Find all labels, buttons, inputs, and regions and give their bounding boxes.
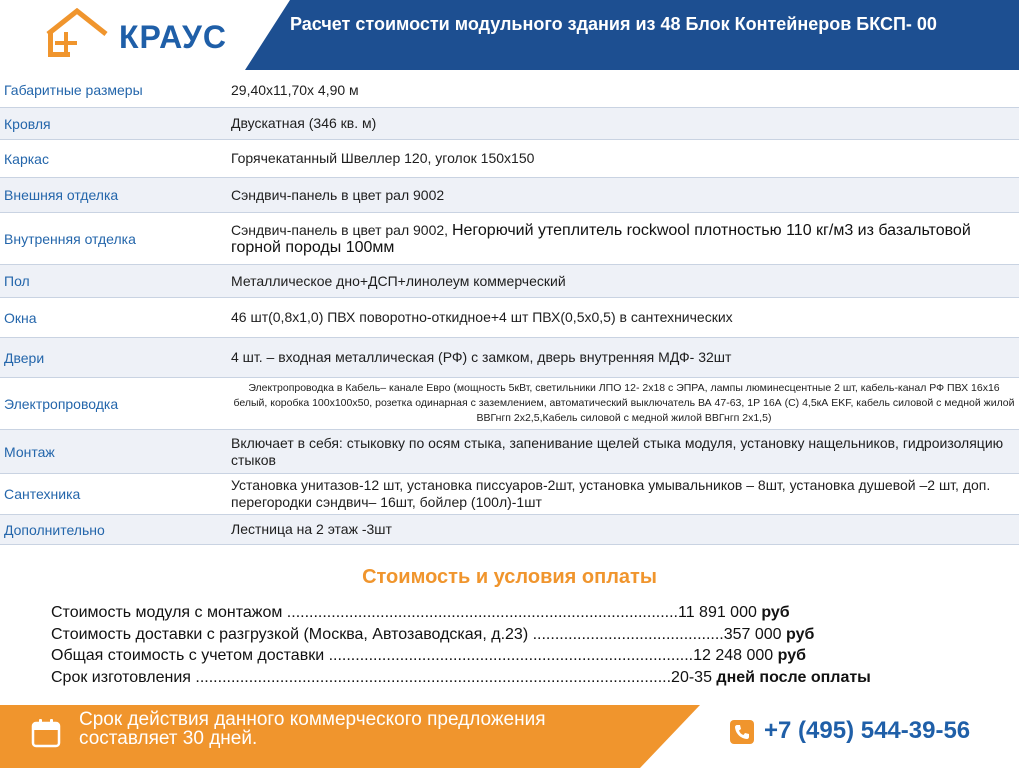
cost-line-unit: руб — [761, 604, 790, 621]
row-value: 29,40х11,70х 4,90 м — [231, 81, 359, 98]
row-value: Лестница на 2 этаж -3шт — [231, 521, 392, 537]
row-value: Сэндвич-панель в цвет рал 9002 — [231, 186, 445, 203]
row-value: 4 шт. – входная металлическая (РФ) с замком, дверь внутренняя МДФ- 32шт — [231, 349, 732, 365]
phone-number[interactable]: +7 (495) 544-39-56 — [764, 717, 971, 744]
cost-line-unit: дней после оплаты — [716, 668, 871, 686]
table-row — [0, 140, 1019, 178]
table-row — [0, 430, 1019, 474]
table-row — [0, 213, 1019, 265]
header — [0, 0, 1019, 70]
table-row — [0, 338, 1019, 378]
table-row — [0, 178, 1019, 213]
cost-line — [51, 645, 1001, 667]
cost-line — [51, 602, 1001, 624]
row-label: Внутренняя отделка — [4, 230, 136, 247]
cost-line-text: Общая стоимость с учетом доставки ..................................................................................12 248 000 — [51, 647, 778, 664]
cost-list — [51, 602, 1001, 688]
cost-line — [51, 667, 1001, 689]
cost-line — [51, 624, 1001, 646]
cost-line-unit: руб — [777, 647, 806, 664]
cost-heading: Стоимость и условия оплаты — [362, 566, 657, 588]
house-logo-icon — [45, 8, 125, 60]
cost-line-text: Стоимость доставки с разгрузкой (Москва, Автозаводская, д.23) ...........................................357 000 — [51, 625, 787, 643]
page-title: Расчет стоимости модульного здания из 48 Блок Контейнеров БКСП- 00 — [290, 14, 937, 34]
row-value-extra: Негорючий утеплитель rockwool плотностью 110 кг/м3 из базальтовой горной породы 100мм — [231, 221, 971, 256]
row-label: Окна — [4, 309, 37, 326]
logo — [45, 8, 227, 60]
table-row — [0, 265, 1019, 298]
phone-icon — [730, 720, 754, 744]
row-label: Кровля — [4, 115, 51, 132]
validity-note: Срок действия данного коммерческого предложения составляет 30 дней. — [79, 709, 546, 749]
row-value: Включает в себя: стыковку по осям стыка, запенивание щелей стыка модуля, установку нащельников, гидроизоляцию стыков — [231, 434, 1004, 468]
row-label: Внешняя отделка — [4, 187, 119, 203]
row-label: Дополнительно — [4, 521, 105, 538]
row-value — [231, 222, 1019, 256]
row-value: Металлическое дно+ДСП+линолеум коммерческий — [231, 272, 566, 289]
cost-line-text: Срок изготовления ...........................................................................................................20-35 — [51, 668, 717, 686]
cost-line-unit: руб — [786, 625, 815, 643]
table-row — [0, 108, 1019, 140]
row-label: Монтаж — [4, 443, 55, 460]
table-row — [0, 298, 1019, 338]
calendar-icon — [31, 718, 61, 748]
row-value-main: Сэндвич-панель в цвет рал 9002, — [231, 221, 449, 238]
table-row — [0, 73, 1019, 108]
table-row — [0, 378, 1019, 430]
row-value: 46 шт(0,8х1,0) ПВХ поворотно-откидное+4 шт ПВХ(0,5х0,5) в сантехнических — [231, 309, 733, 325]
brand-name: КРАУС — [119, 19, 227, 55]
row-label: Габаритные размеры — [4, 82, 143, 98]
table-row — [0, 515, 1019, 545]
row-label: Двери — [4, 349, 45, 366]
row-value: Электропроводка в Кабель– канале Евро (мощность 5кВт, светильники ЛПО 12- 2х18 с ЭПРА, лампы люминесцентные 2 шт, кабель-канал РФ ПВХ 16х16 белый, коробка 100х100х50, розетка одинарная с заземлением, автоматический выключатель ВА 47-63, 1Р 16А (С) 4,5кА EKF, кабель силовой с медной жилой ВВГнгп 2х2,5,Кабель силовой с медной жилой ВВГнгп 2х1,5) — [233, 382, 1015, 424]
cost-line-text: Стоимость модуля с монтажом ........................................................................................11 891 000 — [51, 604, 762, 621]
row-label: Электропроводка — [4, 395, 119, 412]
table-row — [0, 474, 1019, 515]
row-value: Горячекатанный Швеллер 120, уголок 150х150 — [231, 150, 535, 166]
row-value: Установка унитазов-12 шт, установка писсуаров-2шт, установка умывальников – 8шт, установка душевой –2 шт, доп. перегородки сэндвич– 16шт, бойлер (100л)-1шт — [231, 477, 991, 510]
row-label: Пол — [4, 273, 30, 289]
row-label: Сантехника — [4, 486, 81, 502]
row-value: Двускатная (346 кв. м) — [231, 115, 377, 131]
row-label: Каркас — [4, 150, 49, 167]
